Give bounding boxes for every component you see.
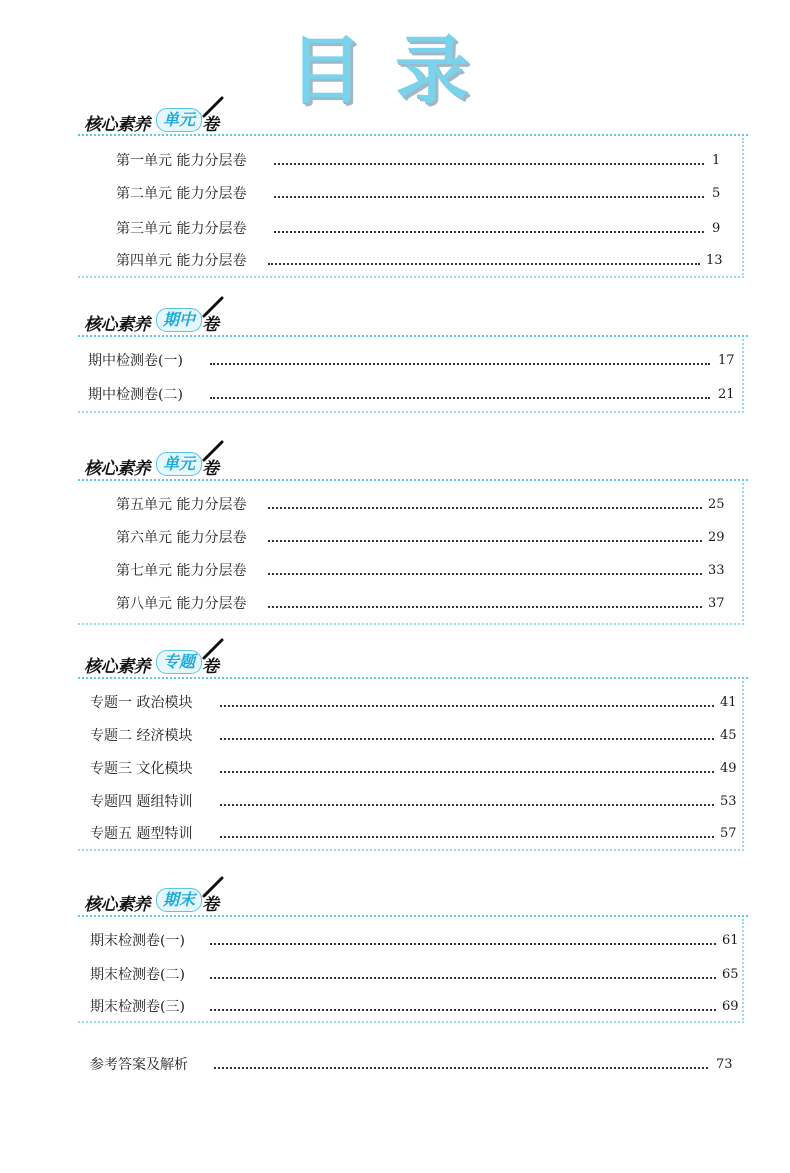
toc-entry[interactable]: [116, 218, 722, 240]
page-number: 37: [708, 596, 725, 611]
section-header-topics: [84, 648, 224, 676]
leader-dots: [210, 977, 716, 979]
page-number: 5: [712, 186, 721, 201]
toc-entry[interactable]: [116, 527, 726, 549]
entry-label: 期末检测卷(一): [90, 930, 189, 952]
leader-dots: [268, 606, 702, 608]
page-number: 65: [722, 967, 739, 982]
toc-entry[interactable]: [90, 758, 738, 780]
leader-dots: [274, 163, 704, 165]
toc-entry-answers[interactable]: [90, 1054, 736, 1076]
entry-label: 专题五 题型特训: [90, 823, 196, 845]
pen-icon: [200, 294, 226, 320]
leader-dots: [220, 836, 714, 838]
section-head-text: 核心素养: [84, 459, 150, 479]
entry-label: 第八单元 能力分层卷: [116, 593, 250, 615]
leader-dots: [268, 507, 702, 509]
section-head-text: 核心素养: [84, 315, 150, 335]
section-header-unit-2: [84, 450, 224, 478]
section-suffix: 卷: [202, 657, 219, 677]
section-head-text: 核心素养: [84, 895, 150, 915]
page-number: 69: [722, 999, 739, 1014]
toc-entry[interactable]: [90, 725, 738, 747]
entry-label: 参考答案及解析: [90, 1054, 192, 1076]
entry-label: 第四单元 能力分层卷: [116, 250, 250, 272]
entry-label: 专题四 题组特训: [90, 791, 196, 813]
entry-label: 第六单元 能力分层卷: [116, 527, 250, 549]
section-header-unit-1: [84, 106, 224, 134]
pen-icon: [200, 438, 226, 464]
leader-dots: [210, 363, 710, 365]
toc-entry[interactable]: [116, 250, 722, 272]
page-number: 33: [708, 563, 725, 578]
page-number: 45: [720, 728, 737, 743]
section-divider: [78, 677, 748, 679]
page-number: 53: [720, 794, 737, 809]
page-number: 9: [712, 221, 721, 236]
section-suffix: 卷: [202, 315, 219, 335]
section-suffix: 卷: [202, 895, 219, 915]
leader-dots: [274, 196, 704, 198]
entry-label: 第三单元 能力分层卷: [116, 218, 250, 240]
entry-label: 期末检测卷(三): [90, 996, 189, 1018]
leader-dots: [210, 1009, 716, 1011]
entry-label: 第二单元 能力分层卷: [116, 183, 250, 205]
page-number: 57: [720, 826, 737, 841]
toc-entry[interactable]: [90, 930, 740, 952]
section-suffix: 卷: [202, 115, 219, 135]
leader-dots: [274, 231, 704, 233]
page-number: 13: [706, 253, 723, 268]
page-number: 41: [720, 695, 737, 710]
toc-entry[interactable]: [90, 964, 740, 986]
page-title: 目录: [289, 28, 501, 114]
section-divider: [78, 134, 748, 136]
pen-icon: [200, 636, 226, 662]
leader-dots: [220, 771, 714, 773]
leader-dots: [268, 263, 700, 265]
section-tag: 期中: [156, 308, 202, 332]
toc-entry[interactable]: [116, 183, 722, 205]
leader-dots: [220, 705, 714, 707]
page-number: 49: [720, 761, 737, 776]
entry-label: 专题三 文化模块: [90, 758, 196, 780]
leader-dots: [268, 573, 702, 575]
page-number: 73: [716, 1057, 733, 1072]
leader-dots: [214, 1067, 708, 1069]
page-number: 61: [722, 933, 739, 948]
section-head-text: 核心素养: [84, 657, 150, 677]
toc-entry[interactable]: [90, 823, 738, 845]
toc-entry[interactable]: [90, 791, 738, 813]
toc-entry[interactable]: [90, 692, 738, 714]
toc-entry[interactable]: [116, 150, 722, 172]
toc-entry[interactable]: [116, 593, 726, 615]
section-tag: 期末: [156, 888, 202, 912]
entry-label: 第七单元 能力分层卷: [116, 560, 250, 582]
pen-icon: [200, 94, 226, 120]
leader-dots: [220, 738, 714, 740]
page-number: 1: [712, 153, 721, 168]
pen-icon: [200, 874, 226, 900]
toc-entry[interactable]: [90, 996, 740, 1018]
entry-label: 期中检测卷(二): [88, 384, 187, 406]
entry-label: 第一单元 能力分层卷: [116, 150, 250, 172]
page-number: 21: [718, 387, 735, 402]
page-number: 17: [718, 353, 735, 368]
entry-label: 期末检测卷(二): [90, 964, 189, 986]
entry-label: 专题一 政治模块: [90, 692, 196, 714]
entry-label: 专题二 经济模块: [90, 725, 196, 747]
section-tag: 单元: [156, 108, 202, 132]
toc-entry[interactable]: [88, 350, 734, 372]
section-tag: 单元: [156, 452, 202, 476]
section-divider: [78, 335, 748, 337]
section-suffix: 卷: [202, 459, 219, 479]
toc-entry[interactable]: [116, 560, 726, 582]
entry-label: 期中检测卷(一): [88, 350, 187, 372]
section-header-midterm: [84, 306, 224, 334]
section-head-text: 核心素养: [84, 115, 150, 135]
leader-dots: [210, 943, 716, 945]
section-header-final: [84, 886, 224, 914]
toc-entry[interactable]: [88, 384, 734, 406]
section-tag: 专题: [156, 650, 202, 674]
entry-label: 第五单元 能力分层卷: [116, 494, 250, 516]
section-divider: [78, 915, 748, 917]
section-divider: [78, 479, 748, 481]
leader-dots: [210, 397, 710, 399]
leader-dots: [220, 804, 714, 806]
page-number: 25: [708, 497, 725, 512]
page-number: 29: [708, 530, 725, 545]
toc-entry[interactable]: [116, 494, 726, 516]
leader-dots: [268, 540, 702, 542]
